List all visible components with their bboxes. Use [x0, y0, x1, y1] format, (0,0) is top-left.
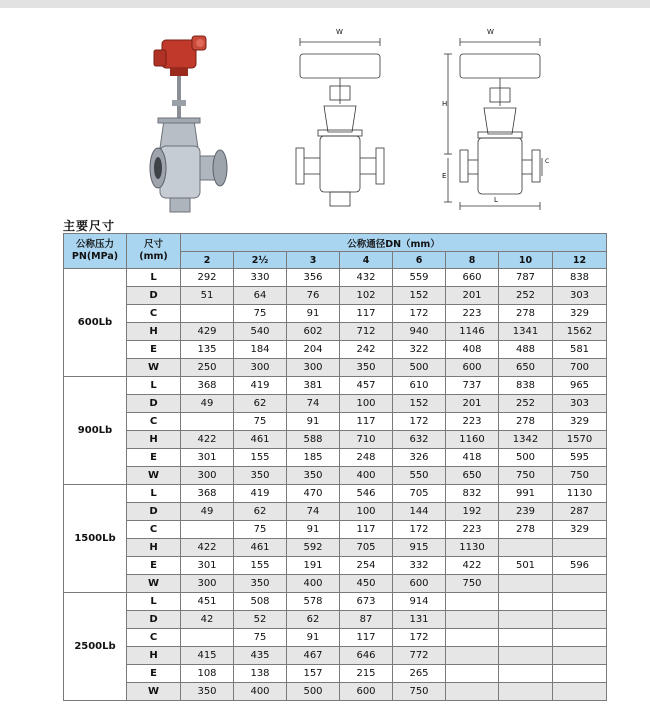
dimension-code-cell: H: [127, 647, 181, 665]
table-row: [64, 647, 607, 665]
table-cell: 172: [393, 521, 446, 539]
table-cell: 400: [287, 575, 340, 593]
table-cell: 610: [393, 377, 446, 395]
table-row: [64, 431, 607, 449]
dimension-code-cell: L: [127, 485, 181, 503]
table-cell: 100: [340, 503, 393, 521]
table-cell: 588: [287, 431, 340, 449]
header-dn-column: 6: [393, 252, 446, 269]
table-cell: 52: [234, 611, 287, 629]
table-cell: 737: [446, 377, 499, 395]
table-cell: 368: [181, 377, 234, 395]
table-cell: 457: [340, 377, 393, 395]
table-cell: 673: [340, 593, 393, 611]
table-cell: 596: [553, 557, 607, 575]
table-cell: 419: [234, 377, 287, 395]
table-cell: 461: [234, 539, 287, 557]
table-row: [64, 377, 607, 395]
table-cell: 1130: [553, 485, 607, 503]
table-cell: 223: [446, 413, 499, 431]
dimension-code-cell: E: [127, 341, 181, 359]
table-row: [64, 413, 607, 431]
table-cell: 1341: [499, 323, 553, 341]
table-cell: 330: [234, 269, 287, 287]
dimension-code-cell: C: [127, 413, 181, 431]
table-cell: 49: [181, 503, 234, 521]
table-cell: 592: [287, 539, 340, 557]
table-cell: 239: [499, 503, 553, 521]
table-cell: 508: [234, 593, 287, 611]
header-dn-column: 3: [287, 252, 340, 269]
table-cell: 75: [234, 413, 287, 431]
table-cell: 326: [393, 449, 446, 467]
pressure-class-cell: 600Lb: [64, 269, 127, 377]
valve-photo-illustration: [148, 28, 240, 218]
header-pn-line2: PN(MPa): [71, 251, 119, 262]
table-row: [64, 683, 607, 701]
table-cell: 303: [553, 287, 607, 305]
table-cell: 422: [446, 557, 499, 575]
dimension-code-cell: C: [127, 521, 181, 539]
table-cell: 350: [340, 359, 393, 377]
table-cell: 500: [287, 683, 340, 701]
table-cell: [446, 593, 499, 611]
table-cell: [553, 575, 607, 593]
table-row: [64, 323, 607, 341]
figure-label-l: L: [494, 196, 498, 204]
table-cell: 300: [181, 467, 234, 485]
table-cell: 301: [181, 449, 234, 467]
table-cell: [499, 593, 553, 611]
pressure-class-cell: 900Lb: [64, 377, 127, 485]
table-cell: 500: [499, 449, 553, 467]
table-cell: 287: [553, 503, 607, 521]
table-cell: 91: [287, 413, 340, 431]
table-cell: 559: [393, 269, 446, 287]
table-cell: 991: [499, 485, 553, 503]
table-cell: 422: [181, 431, 234, 449]
table-cell: 329: [553, 521, 607, 539]
table-cell: [553, 593, 607, 611]
table-cell: 201: [446, 287, 499, 305]
table-cell: 265: [393, 665, 446, 683]
table-cell: 292: [181, 269, 234, 287]
table-cell: 965: [553, 377, 607, 395]
table-cell: 215: [340, 665, 393, 683]
header-dn-column: 2: [181, 252, 234, 269]
table-cell: 62: [234, 503, 287, 521]
table-cell: 300: [181, 575, 234, 593]
table-cell: 185: [287, 449, 340, 467]
table-cell: 660: [446, 269, 499, 287]
table-cell: [499, 647, 553, 665]
table-cell: 581: [553, 341, 607, 359]
table-cell: [181, 305, 234, 323]
table-row: [64, 449, 607, 467]
table-cell: 940: [393, 323, 446, 341]
table-cell: 1160: [446, 431, 499, 449]
dimension-code-cell: W: [127, 359, 181, 377]
table-cell: 488: [499, 341, 553, 359]
table-cell: 408: [446, 341, 499, 359]
dimension-code-cell: D: [127, 611, 181, 629]
table-cell: [499, 611, 553, 629]
dimension-code-cell: D: [127, 395, 181, 413]
table-cell: 1570: [553, 431, 607, 449]
dimension-code-cell: D: [127, 503, 181, 521]
dimension-code-cell: E: [127, 449, 181, 467]
table-cell: 250: [181, 359, 234, 377]
table-cell: 914: [393, 593, 446, 611]
table-cell: 75: [234, 305, 287, 323]
table-cell: 301: [181, 557, 234, 575]
table-cell: 135: [181, 341, 234, 359]
figure-label-h: H: [442, 100, 448, 108]
table-cell: 157: [287, 665, 340, 683]
table-row: [64, 593, 607, 611]
table-cell: [446, 683, 499, 701]
table-row: [64, 557, 607, 575]
table-cell: 1342: [499, 431, 553, 449]
table-cell: 350: [287, 467, 340, 485]
header-pn-line1: 公称压力: [75, 239, 114, 250]
table-cell: [499, 665, 553, 683]
table-row: [64, 539, 607, 557]
dimensions-table: [63, 233, 607, 701]
table-cell: 172: [393, 305, 446, 323]
header-dim-line1: 尺寸: [143, 239, 163, 250]
header-dim-line2: (mm): [139, 251, 168, 262]
valve-side-view-drawing: [440, 34, 550, 214]
table-cell: 108: [181, 665, 234, 683]
table-cell: 117: [340, 629, 393, 647]
pressure-class-cell: 1500Lb: [64, 485, 127, 593]
table-cell: 300: [287, 359, 340, 377]
table-cell: [499, 629, 553, 647]
table-cell: 451: [181, 593, 234, 611]
table-cell: 51: [181, 287, 234, 305]
table-row: [64, 575, 607, 593]
table-cell: 100: [340, 395, 393, 413]
header-dim: [127, 234, 181, 269]
table-cell: 278: [499, 521, 553, 539]
table-cell: 750: [499, 467, 553, 485]
table-cell: 201: [446, 395, 499, 413]
dimension-code-cell: L: [127, 269, 181, 287]
dimension-code-cell: H: [127, 323, 181, 341]
dimension-code-cell: E: [127, 557, 181, 575]
table-row: [64, 341, 607, 359]
table-cell: 223: [446, 305, 499, 323]
figure-label-w-side: W: [487, 28, 494, 36]
table-cell: 322: [393, 341, 446, 359]
header-dn-column: 8: [446, 252, 499, 269]
table-cell: 710: [340, 431, 393, 449]
table-cell: 252: [499, 395, 553, 413]
table-cell: 578: [287, 593, 340, 611]
table-cell: 650: [499, 359, 553, 377]
table-cell: 646: [340, 647, 393, 665]
table-cell: 49: [181, 395, 234, 413]
table-cell: [553, 647, 607, 665]
table-cell: 184: [234, 341, 287, 359]
table-cell: 415: [181, 647, 234, 665]
table-cell: 1146: [446, 323, 499, 341]
table-row: [64, 485, 607, 503]
dimension-code-cell: H: [127, 431, 181, 449]
table-cell: 1130: [446, 539, 499, 557]
table-cell: [499, 539, 553, 557]
table-cell: [553, 665, 607, 683]
table-cell: 381: [287, 377, 340, 395]
table-row: [64, 287, 607, 305]
section-title: 主要尺寸: [63, 219, 116, 233]
table-cell: 632: [393, 431, 446, 449]
table-cell: 117: [340, 521, 393, 539]
table-row: [64, 611, 607, 629]
table-cell: 787: [499, 269, 553, 287]
table-cell: 546: [340, 485, 393, 503]
table-cell: 470: [287, 485, 340, 503]
table-cell: 91: [287, 629, 340, 647]
table-cell: 223: [446, 521, 499, 539]
table-cell: 600: [340, 683, 393, 701]
table-row: [64, 521, 607, 539]
table-row: [64, 269, 607, 287]
table-cell: 192: [446, 503, 499, 521]
table-cell: 750: [446, 575, 499, 593]
table-cell: 144: [393, 503, 446, 521]
table-cell: 152: [393, 287, 446, 305]
table-cell: 838: [499, 377, 553, 395]
table-cell: [553, 611, 607, 629]
table-cell: 1562: [553, 323, 607, 341]
table-cell: 500: [393, 359, 446, 377]
table-cell: 700: [553, 359, 607, 377]
table-cell: 595: [553, 449, 607, 467]
table-cell: [446, 611, 499, 629]
figure-label-c: C: [545, 158, 550, 165]
table-cell: 750: [553, 467, 607, 485]
header-dn-column: 4: [340, 252, 393, 269]
table-cell: 74: [287, 395, 340, 413]
table-cell: 418: [446, 449, 499, 467]
dimension-code-cell: W: [127, 575, 181, 593]
table-row: [64, 503, 607, 521]
table-cell: 91: [287, 521, 340, 539]
dimension-code-cell: W: [127, 467, 181, 485]
table-cell: 501: [499, 557, 553, 575]
table-cell: [553, 629, 607, 647]
table-cell: 600: [393, 575, 446, 593]
table-cell: 350: [234, 575, 287, 593]
table-cell: 705: [393, 485, 446, 503]
table-cell: 838: [553, 269, 607, 287]
dimension-code-cell: H: [127, 539, 181, 557]
header-dn-column: 2½: [234, 252, 287, 269]
table-cell: 350: [234, 467, 287, 485]
dimension-code-cell: C: [127, 305, 181, 323]
table-cell: 750: [393, 683, 446, 701]
table-cell: [181, 521, 234, 539]
table-cell: 117: [340, 413, 393, 431]
table-cell: 62: [287, 611, 340, 629]
dimension-code-cell: W: [127, 683, 181, 701]
table-cell: 368: [181, 485, 234, 503]
table-cell: 62: [234, 395, 287, 413]
header-pn: [64, 234, 127, 269]
dimension-code-cell: D: [127, 287, 181, 305]
table-cell: 191: [287, 557, 340, 575]
table-cell: 248: [340, 449, 393, 467]
table-cell: [446, 665, 499, 683]
table-cell: 705: [340, 539, 393, 557]
table-row: [64, 665, 607, 683]
table-cell: 915: [393, 539, 446, 557]
table-cell: 76: [287, 287, 340, 305]
table-cell: 172: [393, 413, 446, 431]
table-cell: 204: [287, 341, 340, 359]
table-cell: 419: [234, 485, 287, 503]
table-cell: 87: [340, 611, 393, 629]
table-cell: 772: [393, 647, 446, 665]
table-row: [64, 359, 607, 377]
pressure-class-cell: 2500Lb: [64, 593, 127, 701]
dimension-code-cell: C: [127, 629, 181, 647]
figure-label-w-front: W: [336, 28, 343, 36]
table-cell: 138: [234, 665, 287, 683]
table-cell: 254: [340, 557, 393, 575]
table-cell: [499, 683, 553, 701]
header-dn: 公称通径DN（mm）: [181, 234, 607, 252]
table-cell: [446, 647, 499, 665]
table-cell: 422: [181, 539, 234, 557]
header-dn-column: 12: [553, 252, 607, 269]
table-cell: 278: [499, 413, 553, 431]
table-cell: 356: [287, 269, 340, 287]
table-cell: 429: [181, 323, 234, 341]
table-cell: 329: [553, 413, 607, 431]
table-cell: 400: [234, 683, 287, 701]
table-cell: 461: [234, 431, 287, 449]
table-cell: 712: [340, 323, 393, 341]
valve-front-view-drawing: [290, 34, 390, 214]
table-cell: 832: [446, 485, 499, 503]
table-cell: 278: [499, 305, 553, 323]
table-cell: 64: [234, 287, 287, 305]
table-cell: 650: [446, 467, 499, 485]
table-cell: 252: [499, 287, 553, 305]
table-cell: [446, 629, 499, 647]
table-cell: 74: [287, 503, 340, 521]
table-cell: 242: [340, 341, 393, 359]
table-cell: 75: [234, 629, 287, 647]
table-cell: 117: [340, 305, 393, 323]
table-cell: 75: [234, 521, 287, 539]
table-cell: 300: [234, 359, 287, 377]
table-cell: 172: [393, 629, 446, 647]
table-cell: 350: [181, 683, 234, 701]
dimension-code-cell: E: [127, 665, 181, 683]
table-cell: [553, 539, 607, 557]
table-cell: [181, 629, 234, 647]
top-bar: [0, 0, 650, 8]
table-cell: [553, 683, 607, 701]
table-cell: 435: [234, 647, 287, 665]
table-cell: 550: [393, 467, 446, 485]
table-cell: 91: [287, 305, 340, 323]
table-cell: 450: [340, 575, 393, 593]
table-cell: 303: [553, 395, 607, 413]
table-cell: 332: [393, 557, 446, 575]
header-dn-column: 10: [499, 252, 553, 269]
dimension-code-cell: L: [127, 593, 181, 611]
dimension-code-cell: L: [127, 377, 181, 395]
table-cell: 102: [340, 287, 393, 305]
table-row: [64, 395, 607, 413]
table-cell: 155: [234, 557, 287, 575]
table-cell: 155: [234, 449, 287, 467]
table-row: [64, 629, 607, 647]
table-cell: 602: [287, 323, 340, 341]
table-row: [64, 467, 607, 485]
table-cell: 42: [181, 611, 234, 629]
table-cell: [181, 413, 234, 431]
table-row: [64, 305, 607, 323]
table-cell: 131: [393, 611, 446, 629]
table-cell: 329: [553, 305, 607, 323]
table-cell: 400: [340, 467, 393, 485]
table-cell: 540: [234, 323, 287, 341]
table-cell: [499, 575, 553, 593]
table-cell: 467: [287, 647, 340, 665]
table-cell: 152: [393, 395, 446, 413]
figure-label-e: E: [442, 172, 447, 180]
table-cell: 600: [446, 359, 499, 377]
table-cell: 432: [340, 269, 393, 287]
